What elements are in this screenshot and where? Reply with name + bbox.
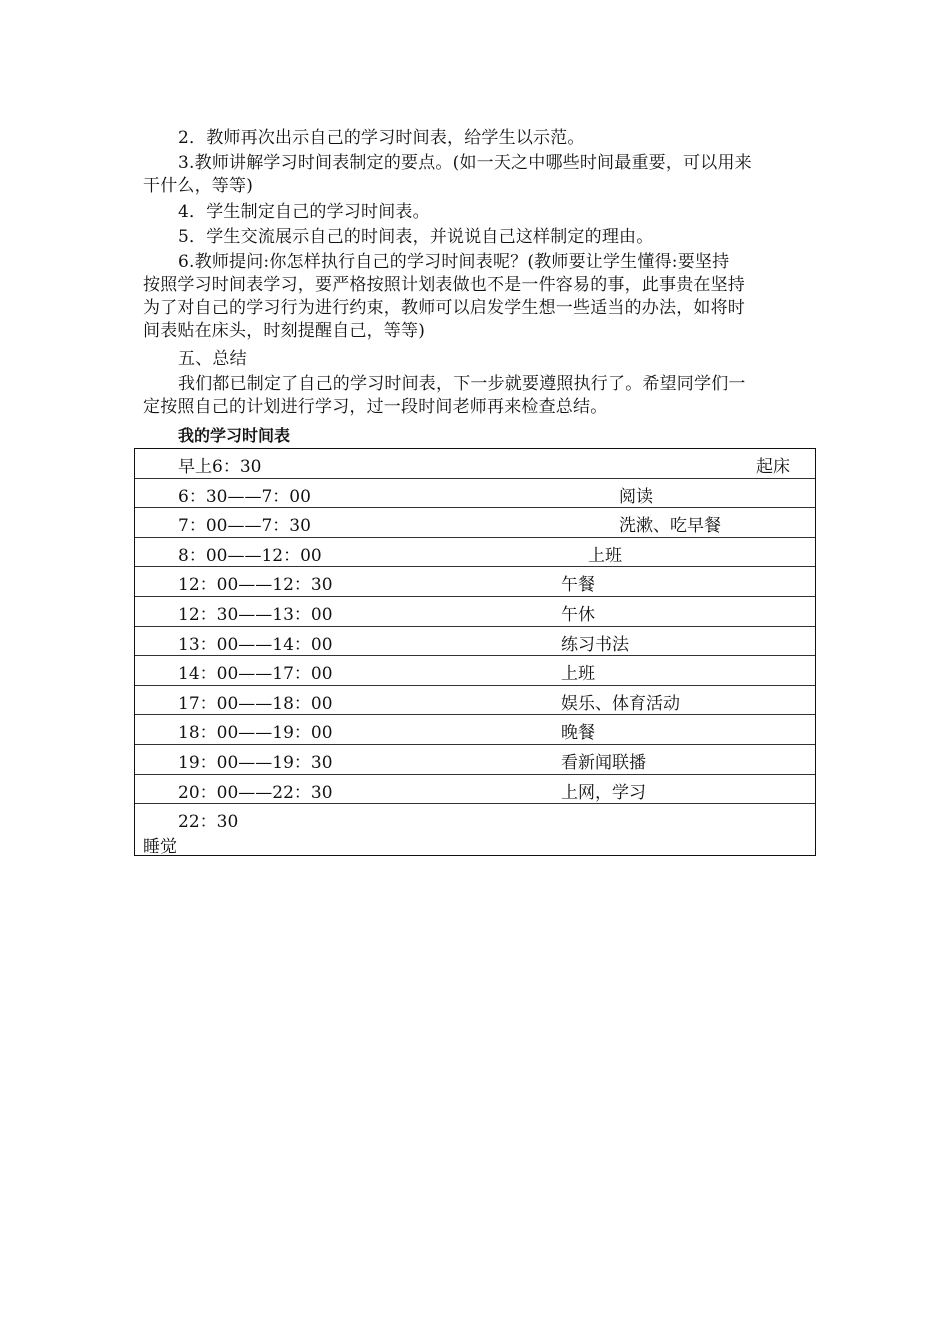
activity-cell: 晚餐 — [561, 723, 595, 744]
table-row — [135, 775, 815, 805]
time-cell: 12：30——13：00 — [178, 604, 333, 625]
table-row — [135, 627, 815, 657]
paragraph-summary — [143, 373, 811, 419]
activity-cell: 午休 — [561, 604, 595, 625]
table-row — [135, 804, 815, 857]
paragraph-line: 五、总结 — [178, 349, 247, 369]
time-cell: 17：00——18：00 — [178, 693, 333, 714]
table-row — [135, 538, 815, 568]
paragraph-line: 6.教师提问:你怎样执行自己的学习时间表呢？(教师要让学生懂得:要坚持 — [178, 252, 730, 272]
paragraph-line: 3.教师讲解学习时间表制定的要点。(如一天之中哪些时间最重要，可以用来 — [178, 153, 752, 173]
time-cell: 8：00——12：00 — [178, 545, 322, 566]
table-title: 我的学习时间表 — [178, 426, 291, 445]
table-row — [135, 449, 815, 479]
paragraph-line: 间表贴在床头，时刻提醒自己，等等) — [143, 321, 426, 341]
paragraph-step-3 — [143, 152, 811, 198]
paragraph-line: 我们都已制定了自己的学习时间表，下一步就要遵照执行了。希望同学们一 — [178, 374, 746, 394]
table-row — [135, 686, 815, 716]
activity-cell: 睡觉 — [143, 837, 177, 858]
table-row — [135, 715, 815, 745]
table-row — [135, 567, 815, 597]
paragraph-line: 5．学生交流展示自己的时间表，并说说自己这样制定的理由。 — [178, 227, 654, 247]
table-row — [135, 745, 815, 775]
time-cell: 14：00——17：00 — [178, 664, 333, 685]
table-row — [135, 656, 815, 686]
section-heading-summary — [143, 348, 811, 371]
paragraph-line: 按照学习时间表学习，要严格按照计划表做也不是一件容易的事，此事贵在坚持 — [143, 275, 745, 295]
table-row — [135, 597, 815, 627]
paragraph-step-4 — [143, 201, 811, 224]
paragraph-line: 定按照自己的计划进行学习，过一段时间老师再来检查总结。 — [143, 397, 608, 417]
time-cell: 12：00——12：30 — [178, 575, 333, 596]
paragraph-line: 为了对自己的学习行为进行约束，教师可以启发学生想一些适当的办法，如将时 — [143, 298, 745, 318]
activity-cell: 阅读 — [619, 486, 653, 507]
activity-cell: 上班 — [561, 664, 595, 685]
activity-cell: 洗漱、吃早餐 — [619, 516, 721, 537]
table-row — [135, 508, 815, 538]
time-cell: 早上6：30 — [178, 457, 262, 477]
time-cell: 19：00——19：30 — [178, 752, 333, 773]
activity-cell: 看新闻联播 — [561, 752, 646, 773]
schedule-table — [134, 448, 816, 856]
paragraph-line: 干什么，等等) — [143, 176, 254, 196]
activity-cell: 起床 — [756, 457, 790, 477]
time-cell: 7：00——7：30 — [178, 516, 311, 537]
time-cell: 6：30——7：00 — [178, 486, 311, 507]
table-row — [135, 479, 815, 509]
time-cell: 18：00——19：00 — [178, 723, 333, 744]
paragraph-line: 2．教师再次出示自己的学习时间表，给学生以示范。 — [178, 128, 585, 148]
activity-cell: 午餐 — [561, 575, 595, 596]
time-cell: 13：00——14：00 — [178, 634, 333, 655]
paragraph-step-6 — [143, 251, 811, 343]
activity-cell: 练习书法 — [561, 634, 629, 655]
time-cell: 20：00——22：30 — [178, 782, 333, 803]
paragraph-step-5 — [143, 226, 811, 249]
activity-cell: 上网，学习 — [561, 782, 646, 803]
time-cell: 22：30 — [178, 812, 239, 833]
activity-cell: 上班 — [588, 545, 622, 566]
paragraph-step-2 — [143, 127, 811, 150]
activity-cell: 娱乐、体育活动 — [561, 693, 680, 714]
paragraph-line: 4．学生制定自己的学习时间表。 — [178, 202, 430, 222]
